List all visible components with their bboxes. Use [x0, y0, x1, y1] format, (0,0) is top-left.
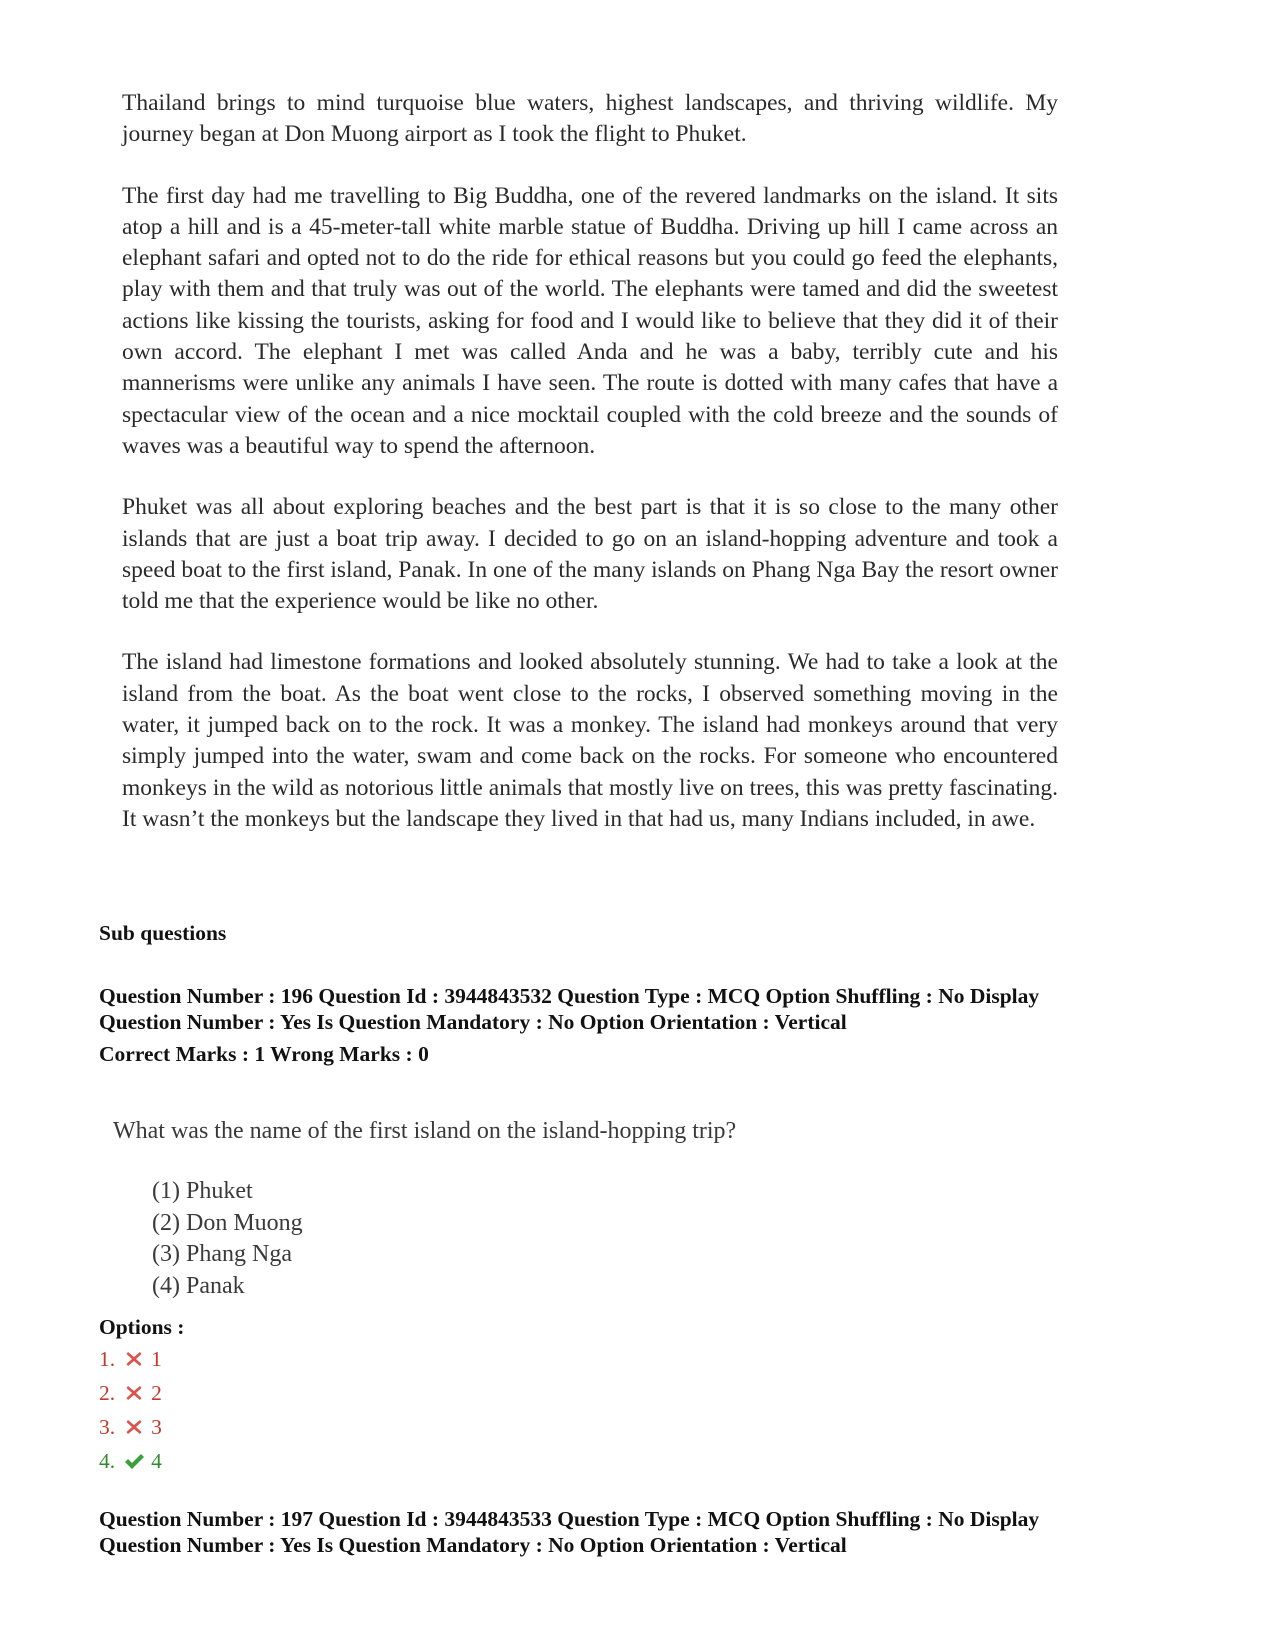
option-value: 4 — [151, 1449, 162, 1473]
question-196-marks: Correct Marks : 1 Wrong Marks : 0 — [99, 1042, 429, 1066]
options-heading: Options : — [99, 1315, 185, 1339]
passage — [122, 88, 1058, 865]
option-number: 2. — [99, 1381, 116, 1405]
option-row-3 — [99, 1414, 162, 1440]
question-196-choices — [152, 1176, 303, 1302]
choice-item: (2) Don Muong — [152, 1209, 303, 1236]
choice-item: (1) Phuket — [152, 1178, 253, 1204]
option-value: 2 — [151, 1381, 162, 1405]
option-row-1 — [99, 1346, 162, 1372]
option-row-4 — [99, 1448, 162, 1474]
question-196-meta-line1: Question Number : 196 Question Id : 3944843532 Question Type : MCQ Option Shuffling : No Display — [99, 984, 1040, 1008]
passage-paragraph: The first day had me travelling to Big Buddha, one of the revered landmarks on the island. It sits atop a hill and is a 45-meter-tall white marble statue of Buddha. Driving up hill I came across an elephant safari and opted not to do the ride for ethical reasons but you could go feed the elephants, play with them and that truly was out of the world. The elephants were tamed and did the sweetest actions like kissing the tourists, asking for food and I would like to believe that they did it of their own accord. The elephant I met was called Anda and he was a baby, terribly cute and his mannerisms were unlike any animals I have seen. The route is dotted with many cafes that have a spectacular view of the ocean and a nice mocktail coupled with the cold breeze and the sounds of waves was a beautiful way to spend the afternoon. — [122, 182, 1058, 459]
option-row-2 — [99, 1380, 162, 1406]
check-icon — [123, 1450, 145, 1472]
passage-paragraph: Thailand brings to mind turquoise blue waters, highest landscapes, and thriving wildlife. My journey began at Don Muong airport as I took the flight to Phuket. — [122, 90, 1058, 148]
cross-icon — [123, 1382, 145, 1404]
option-number: 3. — [99, 1415, 116, 1439]
choice-item: (3) Phang Nga — [152, 1241, 292, 1267]
cross-icon — [123, 1348, 145, 1370]
sub-questions-heading: Sub questions — [99, 921, 227, 945]
passage-paragraph: Phuket was all about exploring beaches and the best part is that it is so close to the many other islands that are just a boat trip away. I decided to go on an island-hopping adventure and took a speed boat to the first island, Panak. In one of the many islands on Phang Nga Bay the resort owner told me that the experience would be like no other. — [122, 494, 1058, 615]
question-196-meta-line2: Question Number : Yes Is Question Mandatory : No Option Orientation : Vertical — [99, 1010, 847, 1034]
option-value: 1 — [151, 1347, 162, 1371]
question-197-meta-line2: Question Number : Yes Is Question Mandatory : No Option Orientation : Vertical — [99, 1533, 847, 1557]
passage-paragraph: The island had limestone formations and looked absolutely stunning. We had to take a look at the island from the boat. As the boat went close to the rocks, I observed something moving in the water, it jumped back on to the rock. It was a monkey. The island had monkeys around that very simply jumped into the water, swam and come back on the rocks. For someone who encountered monkeys in the wild as notorious little animals that mostly live on trees, this was pretty fascinating. It wasn’t the monkeys but the landscape they lived in that had us, many Indians included, in awe. — [122, 649, 1058, 832]
option-number: 1. — [99, 1347, 116, 1371]
cross-icon — [123, 1416, 145, 1438]
choice-item: (4) Panak — [152, 1272, 245, 1299]
option-value: 3 — [151, 1415, 162, 1439]
question-196-text: What was the name of the first island on the island-hopping trip? — [113, 1118, 737, 1144]
option-number: 4. — [99, 1449, 116, 1473]
question-197-meta-line1: Question Number : 197 Question Id : 3944843533 Question Type : MCQ Option Shuffling : No Display — [99, 1507, 1040, 1531]
